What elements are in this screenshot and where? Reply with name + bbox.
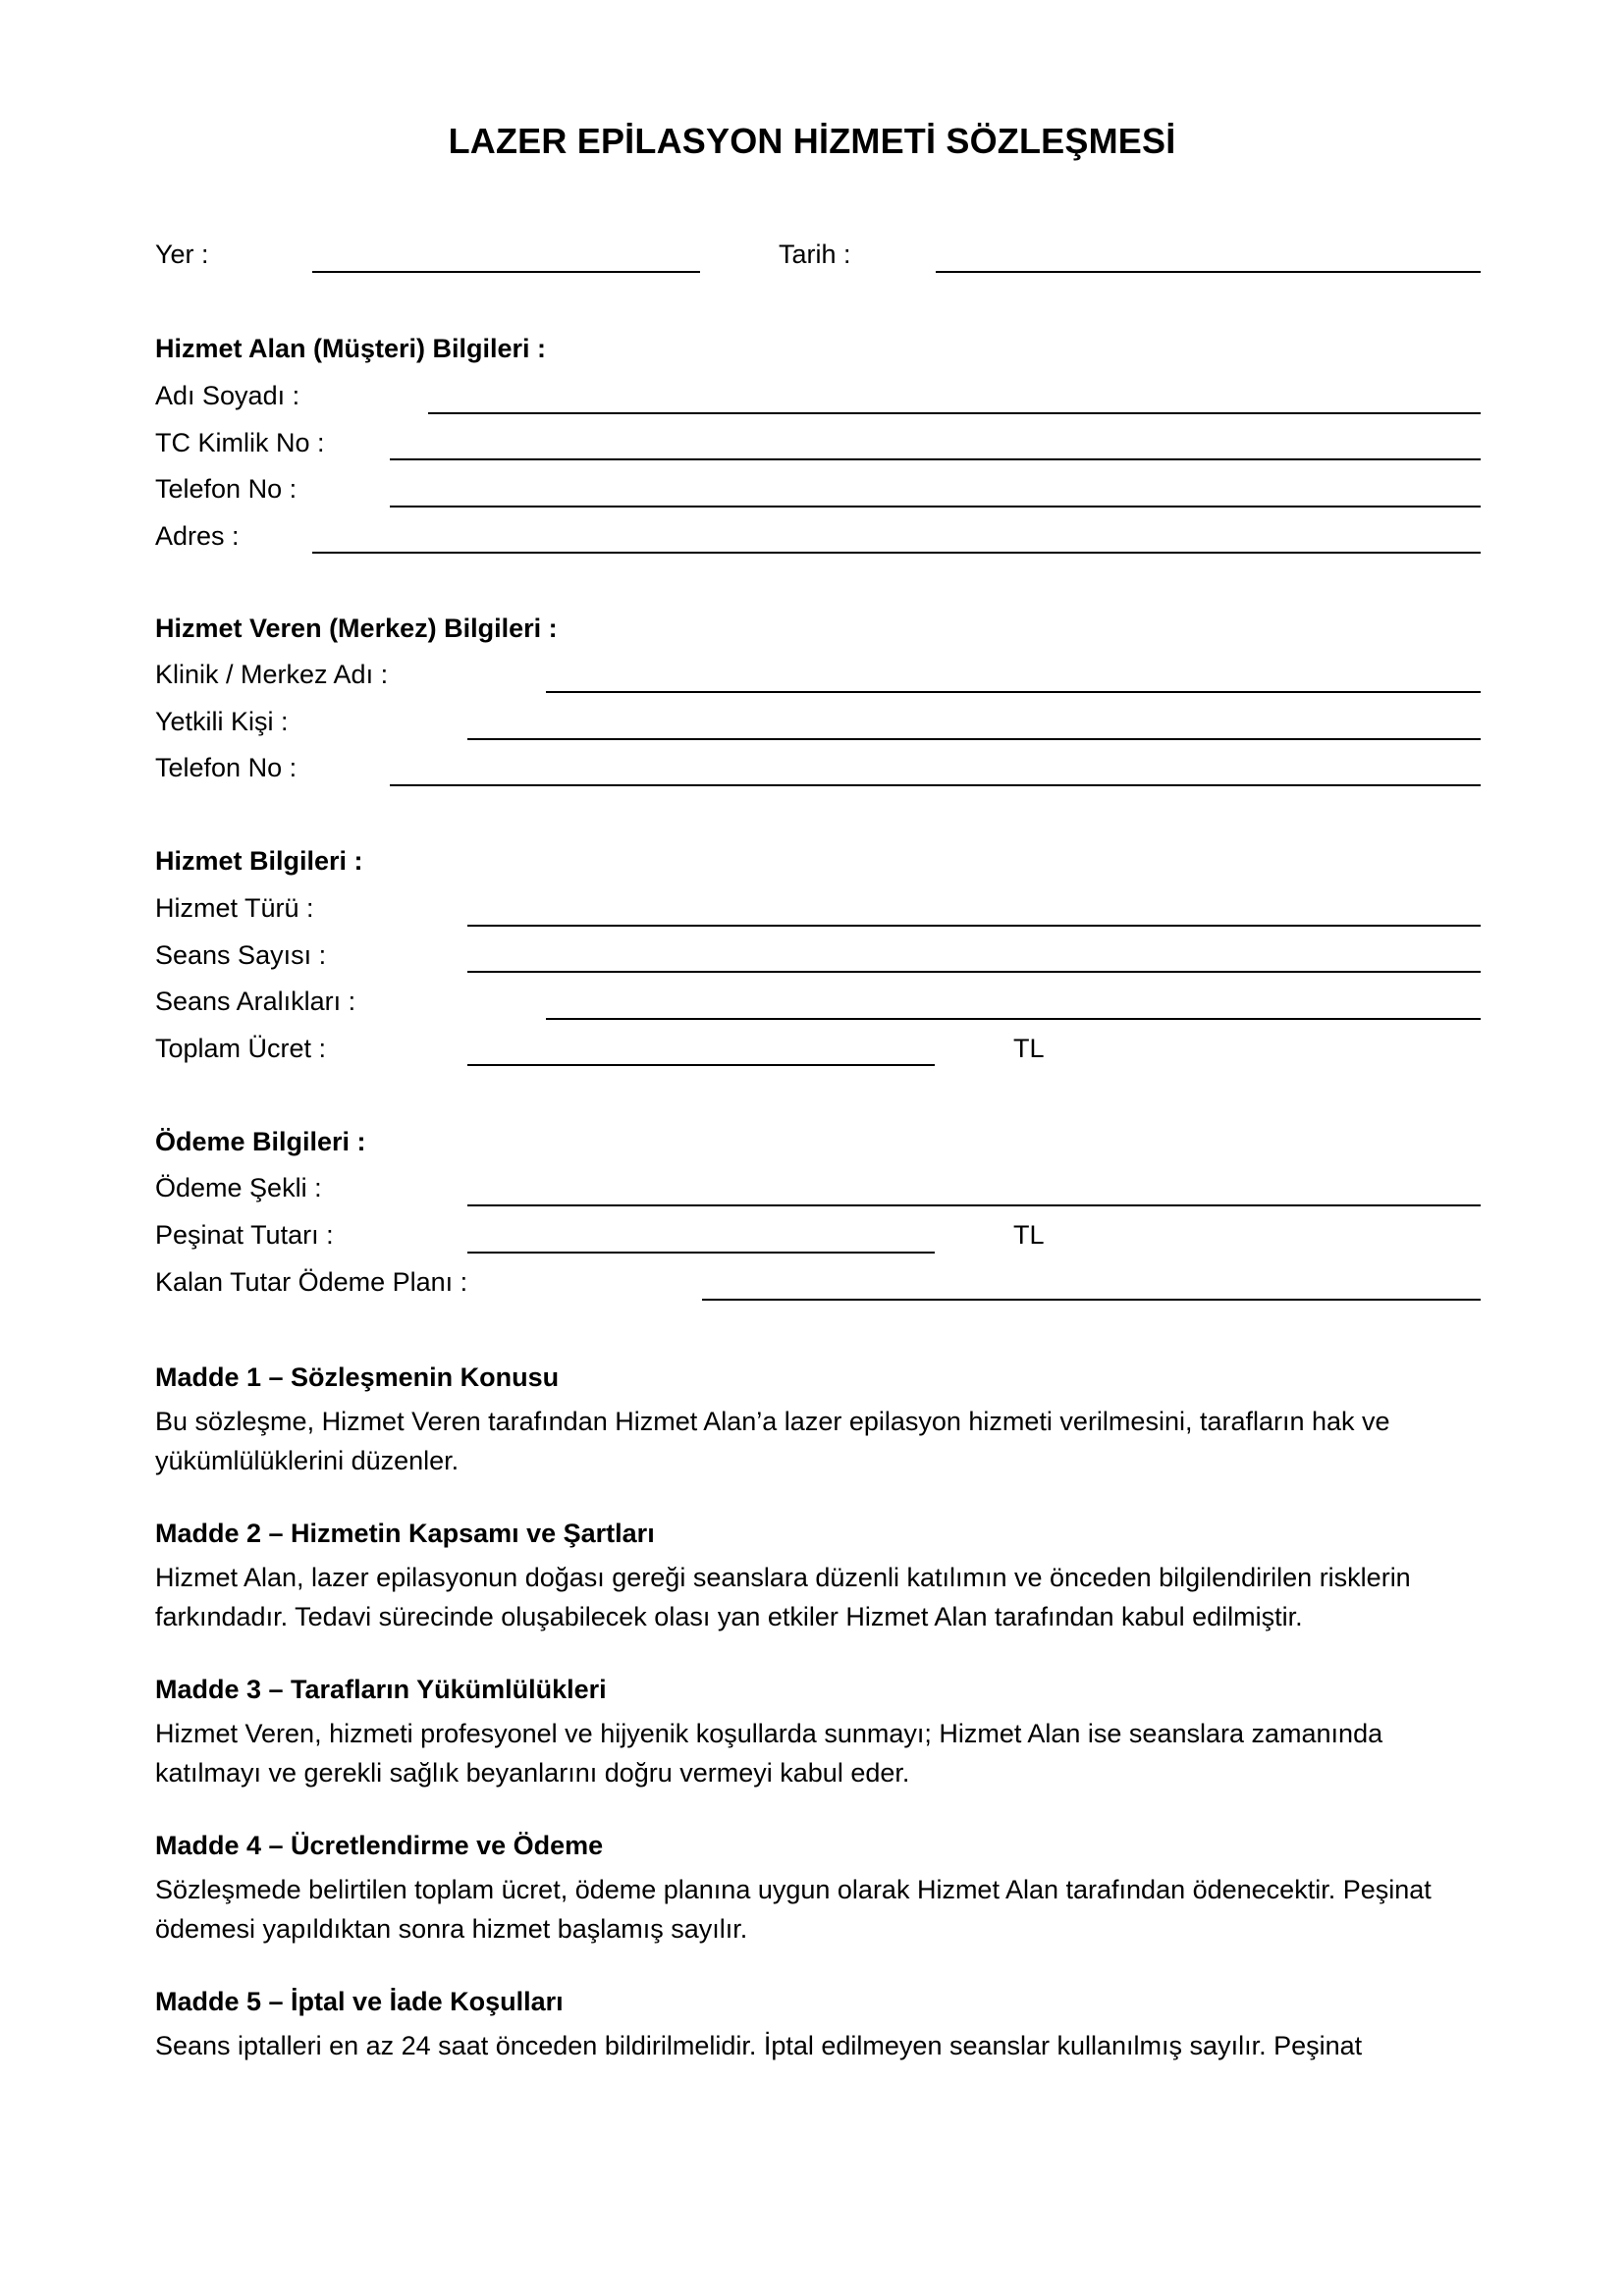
article-3-heading: Madde 3 – Tarafların Yükümlülükleri xyxy=(155,1675,607,1704)
service-type-label: Hizmet Türü : xyxy=(155,893,314,923)
provider-authorized-label: Yetkili Kişi : xyxy=(155,707,289,736)
provider-section-heading: Hizmet Veren (Merkez) Bilgileri : xyxy=(155,614,558,643)
article-4-body: Sözleşmede belirtilen toplam ücret, ödeme planına uygun olarak Hizmet Alan tarafından ödenecektir. Peşinat ödemesi yapıldıktan sonra hizmet başlamış sayılır. xyxy=(155,1875,1432,1944)
total-fee-currency: TL xyxy=(1013,1034,1045,1063)
date-underline xyxy=(936,271,1481,273)
article-1-body: Bu sözleşme, Hizmet Veren tarafından Hizmet Alan’a lazer epilasyon hizmeti verilmesini, tarafların hak ve yükümlülüklerini düzenler. xyxy=(155,1407,1390,1475)
session-count-underline xyxy=(467,971,1481,973)
deposit-label: Peşinat Tutarı : xyxy=(155,1220,334,1250)
remaining-plan-field[interactable] xyxy=(702,1269,1481,1299)
date-field[interactable] xyxy=(936,241,1481,271)
article-3-body: Hizmet Veren, hizmeti profesyonel ve hijyenik koşullarda sunmayı; Hizmet Alan ise seanslara zamanında katılmayı ve gerekli sağlık beyanlarını doğru vermeyi kabul eder. xyxy=(155,1719,1383,1788)
session-interval-label: Seans Aralıkları : xyxy=(155,987,356,1016)
customer-phone-label: Telefon No : xyxy=(155,474,298,504)
session-interval-field[interactable] xyxy=(546,988,1481,1018)
deposit-underline xyxy=(467,1252,935,1254)
date-label: Tarih : xyxy=(779,240,851,269)
article-4-heading: Madde 4 – Ücretlendirme ve Ödeme xyxy=(155,1831,604,1860)
session-interval-underline xyxy=(546,1018,1481,1020)
article-2-heading: Madde 2 – Hizmetin Kapsamı ve Şartları xyxy=(155,1519,655,1548)
article-5-heading: Madde 5 – İptal ve İade Koşulları xyxy=(155,1987,564,2016)
provider-phone-field[interactable] xyxy=(390,755,1481,784)
customer-phone-field[interactable] xyxy=(390,476,1481,506)
customer-name-field[interactable] xyxy=(428,383,1481,412)
article-5-body: Seans iptalleri en az 24 saat önceden bildirilmelidir. İptal edilmeyen seanslar kullanılmış sayılır. Peşinat xyxy=(155,2031,1363,2060)
total-fee-field[interactable] xyxy=(467,1035,935,1064)
customer-tc-label: TC Kimlik No : xyxy=(155,428,325,457)
session-count-field[interactable] xyxy=(467,941,1481,971)
provider-clinic-underline xyxy=(546,691,1481,693)
deposit-currency: TL xyxy=(1013,1220,1045,1250)
total-fee-label: Toplam Ücret : xyxy=(155,1034,327,1063)
provider-authorized-underline xyxy=(467,738,1481,740)
session-count-label: Seans Sayısı : xyxy=(155,940,327,970)
customer-section-heading: Hizmet Alan (Müşteri) Bilgileri : xyxy=(155,334,547,363)
remaining-plan-underline xyxy=(702,1299,1481,1301)
payment-method-label: Ödeme Şekli : xyxy=(155,1173,322,1202)
provider-authorized-field[interactable] xyxy=(467,709,1481,738)
customer-address-underline xyxy=(312,552,1481,554)
customer-name-underline xyxy=(428,412,1481,414)
provider-phone-underline xyxy=(390,784,1481,786)
customer-tc-field[interactable] xyxy=(390,429,1481,458)
payment-method-underline xyxy=(467,1204,1481,1206)
customer-tc-underline xyxy=(390,458,1481,460)
article-2-body: Hizmet Alan, lazer epilasyonun doğası gereği seanslara düzenli katılımın ve önceden bilgilendirilen risklerin farkındadır. Tedavi sürecinde oluşabilecek olası yan etkiler Hizmet Alan tarafından kabul edilmiştir. xyxy=(155,1563,1411,1631)
service-type-field[interactable] xyxy=(467,895,1481,925)
place-field[interactable] xyxy=(312,241,700,271)
provider-clinic-field[interactable] xyxy=(546,662,1481,691)
service-type-underline xyxy=(467,925,1481,927)
customer-address-label: Adres : xyxy=(155,521,240,551)
place-underline xyxy=(312,271,700,273)
remaining-plan-label: Kalan Tutar Ödeme Planı : xyxy=(155,1267,468,1297)
total-fee-underline xyxy=(467,1064,935,1066)
payment-section-heading: Ödeme Bilgileri : xyxy=(155,1127,366,1156)
customer-name-label: Adı Soyadı : xyxy=(155,381,300,410)
customer-phone-underline xyxy=(390,506,1481,507)
service-section-heading: Hizmet Bilgileri : xyxy=(155,846,363,876)
document-title: LAZER EPİLASYON HİZMETİ SÖZLEŞMESİ xyxy=(448,121,1176,161)
provider-phone-label: Telefon No : xyxy=(155,753,298,782)
payment-method-field[interactable] xyxy=(467,1175,1481,1204)
provider-clinic-label: Klinik / Merkez Adı : xyxy=(155,660,389,689)
article-1-heading: Madde 1 – Sözleşmenin Konusu xyxy=(155,1362,560,1392)
deposit-field[interactable] xyxy=(467,1222,935,1252)
place-label: Yer : xyxy=(155,240,209,269)
customer-address-field[interactable] xyxy=(312,522,1481,552)
